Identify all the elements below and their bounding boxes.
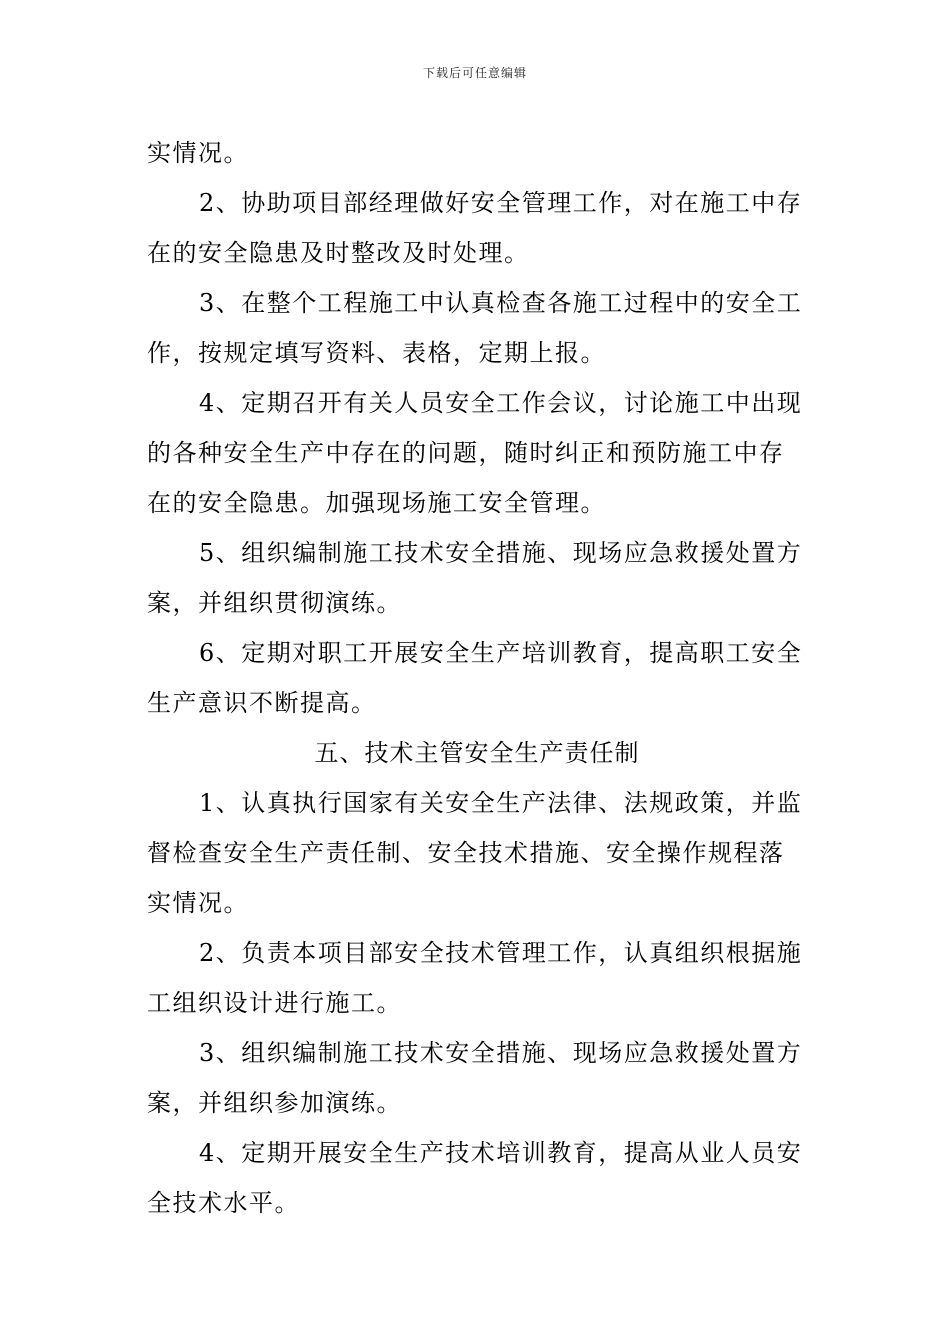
document-body [147, 128, 807, 1228]
paragraph-item-4-line-3: 在的安全隐患。加强现场施工安全管理。 [147, 489, 606, 517]
paragraph-item-5-line-1: 5、组织编制施工技术安全措施、现场应急救援处置方 [199, 539, 803, 567]
paragraph-item-6-line-2: 生产意识不断提高。 [147, 689, 377, 717]
paragraph-item-3-line-2: 作，按规定填写资料、表格，定期上报。 [147, 339, 606, 367]
paragraph-item-3-line-1: 3、在整个工程施工中认真检查各施工过程中的安全工 [199, 289, 803, 317]
section-item-4-line-2: 全技术水平。 [147, 1189, 300, 1217]
paragraph-item-2-line-1: 2、协助项目部经理做好安全管理工作，对在施工中存 [199, 189, 803, 217]
section-item-1-line-2: 督检查安全生产责任制、安全技术措施、安全操作规程落 [147, 839, 785, 867]
paragraph-item-5-line-2: 案，并组织贯彻演练。 [147, 589, 402, 617]
section-item-1-line-1: 1、认真执行国家有关安全生产法律、法规政策，并监 [199, 789, 803, 817]
section-item-3-line-1: 3、组织编制施工技术安全措施、现场应急救援处置方 [199, 1039, 803, 1067]
paragraph-item-6-line-1: 6、定期对职工开展安全生产培训教育，提高职工安全 [199, 639, 803, 667]
section-item-1-line-3: 实情况。 [147, 889, 249, 917]
section-heading: 五、技术主管安全生产责任制 [314, 739, 640, 767]
text-line: 实情况。 [147, 139, 249, 167]
paragraph-item-4-line-2: 的各种安全生产中存在的问题，随时纠正和预防施工中存 [147, 439, 785, 467]
paragraph-item-2-line-2: 在的安全隐患及时整改及时处理。 [147, 239, 530, 267]
paragraph-item-4-line-1: 4、定期召开有关人员安全工作会议，讨论施工中出现 [199, 389, 803, 417]
section-item-2-line-2: 工组织设计进行施工。 [147, 989, 402, 1017]
header-note: 下载后可任意编辑 [422, 66, 527, 80]
section-item-3-line-2: 案，并组织参加演练。 [147, 1089, 402, 1117]
section-item-2-line-1: 2、负责本项目部安全技术管理工作，认真组织根据施 [199, 939, 803, 967]
section-item-4-line-1: 4、定期开展安全生产技术培训教育，提高从业人员安 [199, 1139, 803, 1167]
